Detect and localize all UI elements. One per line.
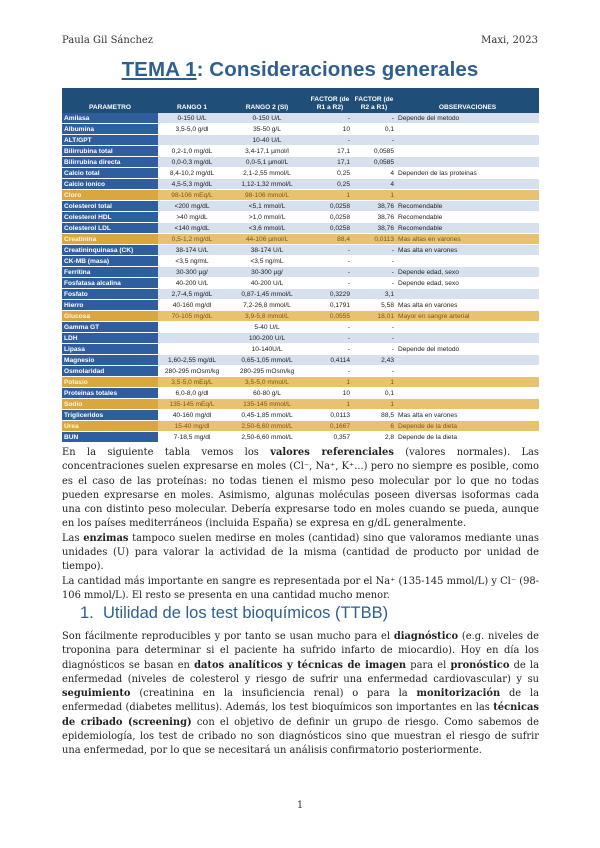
table-cell: 1,12-1,32 mmol/L <box>226 179 308 190</box>
table-cell: Depende del metodo <box>396 344 539 355</box>
text-run: (valores normales). Las concentraciones suelen expresarse en moles (Cl⁻, Na⁺, K⁺...) pero no siempre es posible, como es el caso de las proteínas: no todas tienen el mismo peso molecular por lo que no todas pueden expresarse en moles. Asimismo, algunas moléculas poseen diversas isoformas cada una con distinto peso molecular. Debería expresarse todo en moles cuando se pueda, aunque en los países mediterráneos (incluida España) se expresa en g/dL generalmente. <box>62 447 539 530</box>
table-cell: 4,5-5,3 mg/dL <box>158 179 226 190</box>
section-heading <box>80 604 388 623</box>
table-cell: 135-145 mmol/L <box>226 399 308 410</box>
table-cell: 7,2-26,8 mmol/L <box>226 300 308 311</box>
table-row <box>62 333 539 344</box>
table-cell: Mas alta en varones <box>396 410 539 421</box>
table-cell: <3,6 mmol/L <box>226 223 308 234</box>
table-cell: 35-50 g/L <box>226 124 308 135</box>
table-cell: 88,5 <box>352 410 396 421</box>
table-cell: 10 <box>308 124 352 135</box>
table-cell: 60-80 g/L <box>226 388 308 399</box>
table-cell: 1 <box>352 399 396 410</box>
table-cell: - <box>308 135 352 146</box>
table-cell: 0,357 <box>308 432 352 443</box>
column-header: PARAMETRO <box>62 88 158 113</box>
table-cell: 98-106 mmol/L <box>226 190 308 201</box>
table-cell: 17,1 <box>308 157 352 168</box>
parameter-cell: LDH <box>62 333 158 344</box>
table-cell: Depende edad, sexo <box>396 278 539 289</box>
parameter-cell: Magnesio <box>62 355 158 366</box>
parameter-cell: Sodio <box>62 399 158 410</box>
table-cell <box>396 355 539 366</box>
parameter-cell: Ferritina <box>62 267 158 278</box>
table-cell: 0,0258 <box>308 201 352 212</box>
table-cell: 10-40 U/L <box>226 135 308 146</box>
table-cell: 0,25 <box>308 168 352 179</box>
text-run: de la enfermedad (diabetes mellitus). Además, los test bioquímicos son importantes en las <box>62 688 539 714</box>
table-cell: <3,5 ng/mL <box>158 256 226 267</box>
table-cell: - <box>352 333 396 344</box>
paragraph <box>62 532 539 575</box>
table-cell: - <box>308 344 352 355</box>
table-cell: 17,1 <box>308 146 352 157</box>
bold-term: enzimas <box>83 532 129 544</box>
table-cell: <140 mg/dL <box>158 223 226 234</box>
table-row <box>62 399 539 410</box>
parameter-cell: Trigliceridos <box>62 410 158 421</box>
table-cell: Mas altas en varones <box>396 234 539 245</box>
table-cell: 1 <box>308 399 352 410</box>
table-cell: - <box>308 366 352 377</box>
table-cell: 1 <box>308 190 352 201</box>
table-cell <box>396 366 539 377</box>
parameter-cell: Colesterol HDL <box>62 212 158 223</box>
parameter-cell: Calcio ionico <box>62 179 158 190</box>
table-cell: <3,5 ng/mL <box>226 256 308 267</box>
table-cell: 0,25 <box>308 179 352 190</box>
parameter-cell: Creatinina <box>62 234 158 245</box>
page-title <box>0 58 600 82</box>
table-cell: 0,87-1,45 mmol/L <box>226 289 308 300</box>
column-header: FACTOR (de R1 a R2) <box>308 88 352 113</box>
paragraph <box>62 446 539 532</box>
table-cell: - <box>308 113 352 124</box>
table-cell: >40 mg/dL <box>158 212 226 223</box>
table-cell: - <box>308 245 352 256</box>
table-header-row <box>62 88 539 113</box>
parameter-cell: Fosfatasa alcalina <box>62 278 158 289</box>
table-row <box>62 432 539 443</box>
parameter-cell: Potasio <box>62 377 158 388</box>
parameter-cell: Calcio total <box>62 168 158 179</box>
table-cell: 40-160 mg/dl <box>158 300 226 311</box>
text-run: tampoco suelen medirse en moles (cantidad) sino que valoramos mediante unas unidades (U) para valorar la actividad de la misma (cantidad de producto por unidad de tiempo). <box>62 532 539 573</box>
bold-term: pronóstico <box>450 659 510 671</box>
table-row <box>62 223 539 234</box>
table-cell <box>158 333 226 344</box>
parameter-cell: Amilasa <box>62 113 158 124</box>
table-cell: 38,76 <box>352 212 396 223</box>
table-row <box>62 421 539 432</box>
table-cell: 7-18,5 mg/dl <box>158 432 226 443</box>
table-cell: - <box>352 344 396 355</box>
table-cell: - <box>308 333 352 344</box>
text-run: Son fácilmente reproducibles y por tanto se usan mucho para el <box>62 631 394 642</box>
parameter-cell: Glucosa <box>62 311 158 322</box>
table-cell: 38-174 U/L <box>158 245 226 256</box>
table-cell: 0,4114 <box>308 355 352 366</box>
table-cell: - <box>352 278 396 289</box>
table-cell: 8,4-10,2 mg/dL <box>158 168 226 179</box>
table-row <box>62 179 539 190</box>
table-cell: 2,50-6,60 mmol/L <box>226 421 308 432</box>
table-cell: 2,43 <box>352 355 396 366</box>
table-row <box>62 135 539 146</box>
column-header: RANGO 2 (SI) <box>226 88 308 113</box>
text-run: (creatinina en la insuficiencia renal) o para la <box>130 688 417 700</box>
table-cell: 3,5-5,0 g/dl <box>158 124 226 135</box>
table-cell: 70-105 mg/dL <box>158 311 226 322</box>
table-cell <box>396 124 539 135</box>
table-cell: 0,3229 <box>308 289 352 300</box>
table-cell: 1 <box>352 377 396 388</box>
table-cell: 100-200 U/L <box>226 333 308 344</box>
table-row <box>62 146 539 157</box>
table-row <box>62 355 539 366</box>
table-cell: Mayor en sangre arterial <box>396 311 539 322</box>
table-cell: 38,76 <box>352 201 396 212</box>
table-row <box>62 388 539 399</box>
column-header: RANGO 1 <box>158 88 226 113</box>
table-cell: - <box>308 278 352 289</box>
paragraph <box>62 575 539 604</box>
parameter-cell: Hierro <box>62 300 158 311</box>
table-cell: 0,0585 <box>352 157 396 168</box>
column-header: OBSERVACIONES <box>396 88 539 113</box>
section-body-text <box>62 630 539 759</box>
table-cell: 5-40 U/L <box>226 322 308 333</box>
table-cell: - <box>352 135 396 146</box>
paragraph <box>62 630 539 759</box>
table-row <box>62 245 539 256</box>
table-cell: 2,8 <box>352 432 396 443</box>
table-cell <box>158 344 226 355</box>
table-row <box>62 234 539 245</box>
parameter-cell: Cloro <box>62 190 158 201</box>
table-cell: 0,5-1,2 mg/dL <box>158 234 226 245</box>
table-cell: 0,1791 <box>308 300 352 311</box>
bold-term: valores referenciales <box>270 447 394 458</box>
table-cell: 0,1667 <box>308 421 352 432</box>
table-cell: - <box>352 267 396 278</box>
table-cell <box>396 388 539 399</box>
table-cell: - <box>352 322 396 333</box>
text-run: para el <box>406 659 451 671</box>
table-row <box>62 311 539 322</box>
parameter-cell: Gamma GT <box>62 322 158 333</box>
table-cell: Mas alta en varones <box>396 300 539 311</box>
table-cell: 10 <box>308 388 352 399</box>
table-cell: 280-295 mOsm/kg <box>226 366 308 377</box>
table-cell: 15-40 mg/dl <box>158 421 226 432</box>
table-cell: 0,0-0,3 mg/dL <box>158 157 226 168</box>
table-cell <box>396 256 539 267</box>
parameter-cell: Albumina <box>62 124 158 135</box>
table-cell: 6,0-8,0 g/dl <box>158 388 226 399</box>
header-date: Maxi, 2023 <box>481 35 538 46</box>
parameter-cell: CK-MB (masa) <box>62 256 158 267</box>
table-cell: 2,7-4,5 mg/dL <box>158 289 226 300</box>
table-cell: 2,50-6,60 mmol/L <box>226 432 308 443</box>
table-cell: 38,76 <box>352 223 396 234</box>
table-row <box>62 168 539 179</box>
table-cell: 30-300 µg/ <box>158 267 226 278</box>
table-row <box>62 377 539 388</box>
parameter-cell: Creatininquinasa (CK) <box>62 245 158 256</box>
section-number: 1. <box>80 604 94 622</box>
table-cell: <5,1 mmol/L <box>226 201 308 212</box>
table-cell: 98-106 mEq/L <box>158 190 226 201</box>
text-run: (e.g. niveles de troponina para determinar si el paciente ha sufrido infarto de miocardio). Hoy en día los diagnósticos se basan en <box>62 631 540 671</box>
table-cell: 18,01 <box>352 311 396 322</box>
bold-term: monitorización <box>416 688 501 700</box>
table-cell: 0-150 U/L <box>158 113 226 124</box>
table-row <box>62 124 539 135</box>
table-row <box>62 157 539 168</box>
table-body <box>62 113 539 443</box>
table-row <box>62 322 539 333</box>
bold-term: diagnóstico <box>393 631 459 642</box>
parameter-cell: ALT/GPT <box>62 135 158 146</box>
bold-term: datos analíticos y técnicas de imagen <box>194 659 407 671</box>
text-run: de la enfermedad (niveles de colesterol y riesgo de sufrir una enfermedad cardiovascular) y su <box>62 659 539 685</box>
table-row <box>62 344 539 355</box>
bold-term: técnicas de cribado (screening) <box>62 702 539 728</box>
table-cell: 1 <box>308 377 352 388</box>
text-run: En la siguiente tabla vemos los <box>62 447 271 458</box>
table-row <box>62 190 539 201</box>
table-cell <box>396 135 539 146</box>
table-cell: Mas alta en varones <box>396 245 539 256</box>
table-cell <box>396 333 539 344</box>
table-row <box>62 267 539 278</box>
table-cell: 30-300 µg/ <box>226 267 308 278</box>
table-cell: - <box>308 267 352 278</box>
table-row <box>62 113 539 124</box>
table-row <box>62 256 539 267</box>
table-cell: 3,4-17,1 µmol/l <box>226 146 308 157</box>
parameter-cell: Fosfato <box>62 289 158 300</box>
table-cell: 0,0258 <box>308 223 352 234</box>
parameter-cell: Colesterol total <box>62 201 158 212</box>
reference-values-table <box>62 88 539 443</box>
parameter-cell: BUN <box>62 432 158 443</box>
table-cell: 0,1 <box>352 124 396 135</box>
header-author: Paula Gil Sánchez <box>62 35 154 46</box>
intro-text <box>62 446 539 603</box>
table-cell: 40-200 U/L <box>158 278 226 289</box>
table-row <box>62 289 539 300</box>
table-cell: 6 <box>352 421 396 432</box>
table-cell: <200 mg/dL <box>158 201 226 212</box>
title-prefix: TEMA 1 <box>121 58 197 81</box>
table-cell: Dependen de las proteinas <box>396 168 539 179</box>
table-cell: 0,0-5,1 µmol/L <box>226 157 308 168</box>
table-row <box>62 201 539 212</box>
table-cell: 0,65-1,05 mmol/L <box>226 355 308 366</box>
table-row <box>62 366 539 377</box>
table-cell <box>396 146 539 157</box>
table-cell: 4 <box>352 168 396 179</box>
table-cell: 40-160 mg/dl <box>158 410 226 421</box>
table-row <box>62 300 539 311</box>
table-cell <box>396 322 539 333</box>
table-cell: 88,4 <box>308 234 352 245</box>
table-cell: 38-174 U/L <box>226 245 308 256</box>
parameter-cell: Proteinas totales <box>62 388 158 399</box>
parameter-cell: Lipasa <box>62 344 158 355</box>
table-cell: Depende del metodo <box>396 113 539 124</box>
text-run: Las <box>62 532 84 544</box>
table-cell <box>396 399 539 410</box>
table-cell: >1,0 mmol/L <box>226 212 308 223</box>
parameter-cell: Osmolaridad <box>62 366 158 377</box>
table-cell: 40-200 U/L <box>226 278 308 289</box>
table-cell: - <box>352 366 396 377</box>
table-cell: 3,1 <box>352 289 396 300</box>
page-number: 1 <box>296 800 304 811</box>
table-cell: - <box>352 245 396 256</box>
table-cell: 0,0585 <box>352 146 396 157</box>
text-run: con el objetivo de definir un grupo de riesgo. Como sabemos de epidemiología, los test de cribado no son diagnósticos sino que muestran el riesgo de sufrir una enfermedad, por lo que se necesitará un análisis confirmatorio posteriormente. <box>62 716 539 757</box>
table-cell: Depende de la dieta <box>396 421 539 432</box>
parameter-cell: Colesterol LDL <box>62 223 158 234</box>
bold-term: seguimiento <box>62 688 131 700</box>
table-cell <box>158 322 226 333</box>
table-cell: Recomendable <box>396 212 539 223</box>
parameter-cell: Bilirrubina directa <box>62 157 158 168</box>
table-cell: 135-145 mEq/L <box>158 399 226 410</box>
table-cell: Recomendable <box>396 201 539 212</box>
table-cell: 3,5-5,0 mmol/L <box>226 377 308 388</box>
table-cell: 1 <box>352 190 396 201</box>
table-cell: 280-295 mOsm/kg <box>158 366 226 377</box>
table-cell: Recomendable <box>396 223 539 234</box>
table-cell <box>396 157 539 168</box>
table-cell: 2,1-2,55 mmol/L <box>226 168 308 179</box>
title-rest: : Consideraciones generales <box>196 58 479 81</box>
table-cell: 0,0555 <box>308 311 352 322</box>
table-row <box>62 410 539 421</box>
table-cell <box>158 135 226 146</box>
text-run: La cantidad más importante en sangre es representada por el Na⁺ (135-145 mmol/L) y Cl⁻ (98-106 mmol/L). El resto se presenta en una cantidad mucho menor. <box>62 575 539 601</box>
table-cell: Depende edad, sexo <box>396 267 539 278</box>
table-cell: 0,2-1,0 mg/dL <box>158 146 226 157</box>
parameter-cell: Bilirrubina total <box>62 146 158 157</box>
table-cell: 0,45-1,85 mmol/L <box>226 410 308 421</box>
table-cell: 0-150 U/L <box>226 113 308 124</box>
table-cell: 4 <box>352 179 396 190</box>
table-cell: 10-140U/L <box>226 344 308 355</box>
table-row <box>62 278 539 289</box>
table-cell: 0,1 <box>352 388 396 399</box>
table-cell: 5,58 <box>352 300 396 311</box>
table-cell: - <box>352 256 396 267</box>
table-cell <box>396 179 539 190</box>
table-cell: 3,9-5,8 mmol/L <box>226 311 308 322</box>
table-cell <box>396 190 539 201</box>
table-cell: 3,5-5,0 mEq/L <box>158 377 226 388</box>
parameter-cell: Urea <box>62 421 158 432</box>
table-cell: - <box>308 256 352 267</box>
table-row <box>62 212 539 223</box>
table-cell: 0,0113 <box>308 410 352 421</box>
table-cell: 0,0113 <box>352 234 396 245</box>
table-cell: 44-106 µmol/L <box>226 234 308 245</box>
table-cell: Depende de la dieta <box>396 432 539 443</box>
table-cell <box>396 377 539 388</box>
table-cell <box>396 289 539 300</box>
table-cell: - <box>352 113 396 124</box>
table-cell: 0,0258 <box>308 212 352 223</box>
table-cell: - <box>308 322 352 333</box>
column-header: FACTOR (de R2 a R1) <box>352 88 396 113</box>
table-cell: 1,60-2,55 mg/dL <box>158 355 226 366</box>
section-title: Utilidad de los test bioquímicos (TTBB) <box>102 604 389 622</box>
